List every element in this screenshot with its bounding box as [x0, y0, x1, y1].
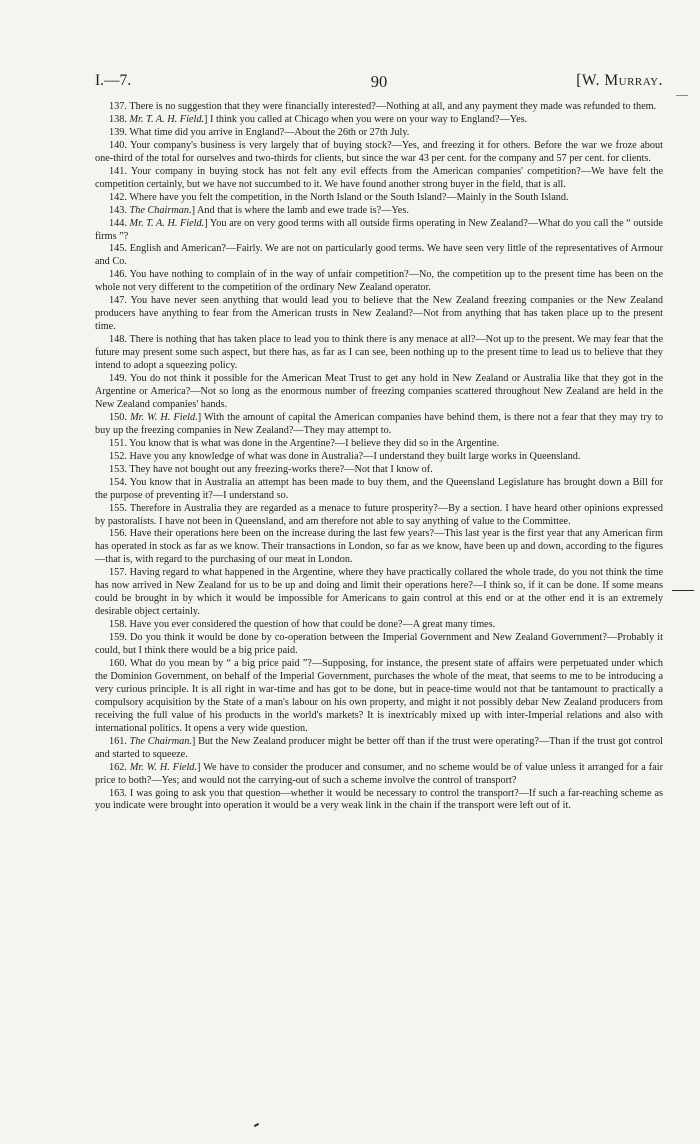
paragraph-number: 141. — [109, 165, 127, 177]
paragraph-number: 139. — [109, 126, 127, 138]
paragraph-number: 143. — [109, 204, 127, 216]
paragraph-number: 148. — [109, 334, 127, 346]
paragraph-number: 144. — [109, 217, 127, 229]
paragraph-text: What time did you arrive in England?—About the 26th or 27th July. — [129, 126, 410, 138]
paragraph — [95, 166, 663, 192]
paragraph — [95, 477, 663, 503]
paragraph-number: 162. — [109, 761, 127, 773]
paragraph — [95, 503, 663, 529]
header-witness-name: [W. Murray. — [576, 72, 663, 89]
document-body — [95, 101, 663, 813]
header-section-ref: I.—7. — [95, 72, 132, 89]
paragraph-number: 146. — [109, 269, 127, 281]
paragraph — [95, 632, 663, 658]
paragraph-text: I was going to ask you that question—whether it would be necessary to control the transport?—If such a far-reaching scheme as you indicate were brought into operation it would be a very weak link in the chain if the transport were left out of it. — [95, 787, 664, 812]
paragraph-text: You have never seen anything that would lead you to believe that the New Zealand freezing companies or the New Zealand producers have anything to fear from the American trusts in New Zealand?—Not from anything that has taken place up to the present time. — [95, 295, 663, 333]
paragraph-number: 154. — [109, 476, 127, 488]
paragraph-text: We have to consider the producer and consumer, and no scheme would be of value unless it arranged for a fair price to both?—Yes; and would not the carrying-out of such a scheme involve the control of transport? — [95, 761, 663, 786]
paragraph-text: You do not think it possible for the American Meat Trust to get any hold in New Zealand or Australia like that they got in the Argentine or America?—Not so long as the enormous number of freezing companies scattered throughout New Zealand are held in the New Zealand companies' hands. — [95, 373, 663, 410]
paragraph — [95, 269, 663, 295]
paragraph-text: I think you called at Chicago when you were on your way to England?—Yes. — [210, 113, 528, 125]
paragraph-text: But the New Zealand producer might be better off than if the trust were operating?—Than if the trust got control and started to squeeze. — [95, 735, 664, 760]
paragraph-text: You know that in Australia an attempt has been made to buy them, and the Queensland Legislature has brought down a Bill for the purpose of preventing it?—I understand so. — [95, 476, 663, 501]
paragraph-text: English and American?—Fairly. We are not on particularly good terms. We have seen very little of the representatives of Armour and Co. — [95, 243, 663, 268]
paragraph-number: 158. — [109, 619, 127, 631]
paragraph-text: Do you think it would be done by co-operation between the Imperial Government and New Zealand Government?—Probably it could, but I think there would be a big price paid. — [95, 632, 664, 657]
paragraph-number: 138. — [109, 113, 127, 125]
paragraph-number: 155. — [109, 502, 127, 514]
paragraph — [95, 243, 663, 269]
paragraph-number: 145. — [109, 243, 127, 255]
paragraph: 138. Mr. T. A. H. Field.] I think you called at Chicago when you were on your way to England?—Yes. — [109, 113, 528, 125]
paragraph-text: Your company's business is very largely that of buying stock?—Yes, and freezing it for others. Before the war we froze about one-third of the total for ourselves and two-thirds for clients, but since the war 43 per cent. for the company and 57 per cent. for clients. — [95, 139, 663, 164]
header-page-number: 90 — [370, 72, 388, 91]
paragraph — [95, 192, 663, 205]
paragraph-text: Have their operations here been on the increase during the last few years?—This last year is the first year that any American firm has operated in stock as far as we know. Their transactions in London, so far as we know, have been up and down, according to the figures—that is, with regard to the purchasing of our meat in London. — [95, 528, 663, 566]
paragraph-text: Therefore in Australia they are regarded as a menace to future prosperity?—By a section. I have heard other opinions expressed by pastoralists. I have not been in Queensland, and am therefore not able to say anything of value to the Committee. — [95, 502, 663, 527]
speaker-name: The Chairman. — [129, 204, 192, 216]
paragraph — [95, 658, 663, 736]
paragraph-text: Having regard to what happened in the Argentine, where they have practically collared the whole trade, do you not think the time has now arrived in New Zealand for us to be up and doing and limit their operations here?—I think so, if it can be done. If some means could be brought in by which it would be impossible for Americans to gain control at this end or at the other end it is an extremely desirable object certainly. — [95, 567, 663, 618]
paragraph-text: You are on very good terms with all outside firms operating in New Zealand?—What do you call the “ outside firms ”? — [95, 217, 663, 242]
paragraph — [95, 438, 663, 451]
paragraph-number: 161. — [109, 735, 127, 747]
paragraph — [95, 567, 663, 619]
paragraph-number: 149. — [109, 373, 127, 385]
paragraph-text: Where have you felt the competition, in the North Island or the South Island?—Mainly in the South Island. — [129, 191, 569, 203]
paragraph — [95, 528, 663, 567]
margin-mark — [672, 590, 694, 591]
paragraph-number: 140. — [109, 139, 127, 151]
paragraph: 144. Mr. T. A. H. Field.] You are on very good terms with all outside firms operating in New Zealand?—What do you call the “ outside firms ”? — [95, 217, 663, 242]
paragraph: 150. Mr. W. H. Field.] With the amount of capital the American companies have behind them, is there not a fear that they may try to buy up the freezing companies in New Zealand?—They may attempt to. — [95, 411, 663, 436]
paragraph-number: 163. — [109, 787, 127, 799]
paragraph — [95, 140, 663, 166]
speaker-name: Mr. W. H. Field. — [129, 761, 197, 773]
paragraph-text: There is nothing that has taken place to lead you to think there is any menace at all?—Not up to the present. We may fear that the future may present some such aspect, but there has, as far as I can see, been nothing up to the present time to lead us to believe that they intend to adopt a squeezing policy. — [95, 334, 663, 372]
paragraph-text: They have not bought out any freezing-works there?—Not that I know of. — [129, 463, 433, 475]
paragraph — [95, 101, 663, 114]
paragraph — [95, 295, 663, 334]
paragraph-number: 152. — [109, 450, 127, 462]
paragraph-number: 147. — [109, 295, 127, 307]
paragraph-number: 137. — [109, 101, 127, 112]
paragraph: 143. The Chairman.] And that is where the lamb and ewe trade is?—Yes. — [109, 204, 409, 216]
paragraph-text: With the amount of capital the American companies have behind them, is there not a fear that they may try to buy up the freezing companies in New Zealand?—They may attempt to. — [95, 411, 663, 436]
paragraph-number: 157. — [109, 567, 127, 579]
paragraph-text: Your company in buying stock has not felt any evil effects from the American companies' competition?—We have felt the competition certainly, but we have not succumbed to it. We have found another strong buyer in the field, that is all. — [95, 165, 664, 190]
paragraph — [95, 373, 663, 412]
speaker-name: Mr. T. A. H. Field. — [129, 113, 205, 125]
speaker-name: Mr. T. A. H. Field. — [129, 217, 205, 229]
paragraph-number: 159. — [109, 632, 127, 644]
paragraph-text: What do you mean by “ a big price paid ”?—Supposing, for instance, the present state of affairs were perpetuated under which the Dominion Government, on behalf of the Imperial Government, purchases the whole of the meat, that seems to me to be introducing a very curious principle. It is all right in war-time and has got to be done, but in peace-time would not that be tantamount to practically a compulsory acquisition by the State of a man's labour on his own property, and might it not possibly debar New Zealand producers from receiving the full value of his products in the world's markets? It is inextricably mixed up with inter-Imperial relations and also with international politics. It opens a very wide question. — [95, 657, 663, 734]
paragraph: 161. The Chairman.] But the New Zealand producer might be better off than if the trust were operating?—Than if the trust got control and started to squeeze. — [95, 735, 664, 760]
page-header — [95, 72, 663, 94]
paragraph — [95, 334, 663, 373]
paragraph-number: 150. — [109, 411, 127, 423]
paragraph-text: Have you any knowledge of what was done in Australia?—I understand they built large works in Queensland. — [129, 450, 581, 462]
paragraph: 162. Mr. W. H. Field.] We have to consider the producer and consumer, and no scheme would be of value unless it arranged for a fair price to both?—Yes; and would not the carrying-out of such a scheme involve the control of transport? — [95, 761, 663, 786]
speaker-name: Mr. W. H. Field. — [130, 411, 198, 423]
margin-tick — [676, 95, 688, 96]
paragraph — [95, 127, 663, 140]
paragraph — [95, 619, 663, 632]
paragraph — [95, 464, 663, 477]
stray-mark — [254, 1123, 259, 1127]
paragraph-text: You know that is what was done in the Argentine?—I believe they did so in the Argentine. — [129, 437, 500, 449]
paragraph-number: 160. — [109, 657, 127, 669]
paragraph-number: 142. — [109, 191, 127, 203]
paragraph — [95, 451, 663, 464]
paragraph-text: And that is where the lamb and ewe trade is?—Yes. — [197, 204, 409, 216]
paragraph — [95, 788, 663, 814]
paragraph-text: You have nothing to complain of in the way of unfair competition?—No, the competition up to the present time has been on the whole not very different to the competition of the ordinary New Zealand operator. — [95, 269, 664, 294]
paragraph-number: 151. — [109, 437, 127, 449]
speaker-name: The Chairman. — [129, 735, 192, 747]
paragraph-text: There is no suggestion that they were financially interested?—Nothing at all, and any payment they made was refunded to them. — [129, 101, 657, 112]
paragraph-text: Have you ever considered the question of how that could be done?—A great many times. — [129, 619, 496, 631]
paragraph-number: 153. — [109, 463, 127, 475]
paragraph-number: 156. — [109, 528, 127, 540]
